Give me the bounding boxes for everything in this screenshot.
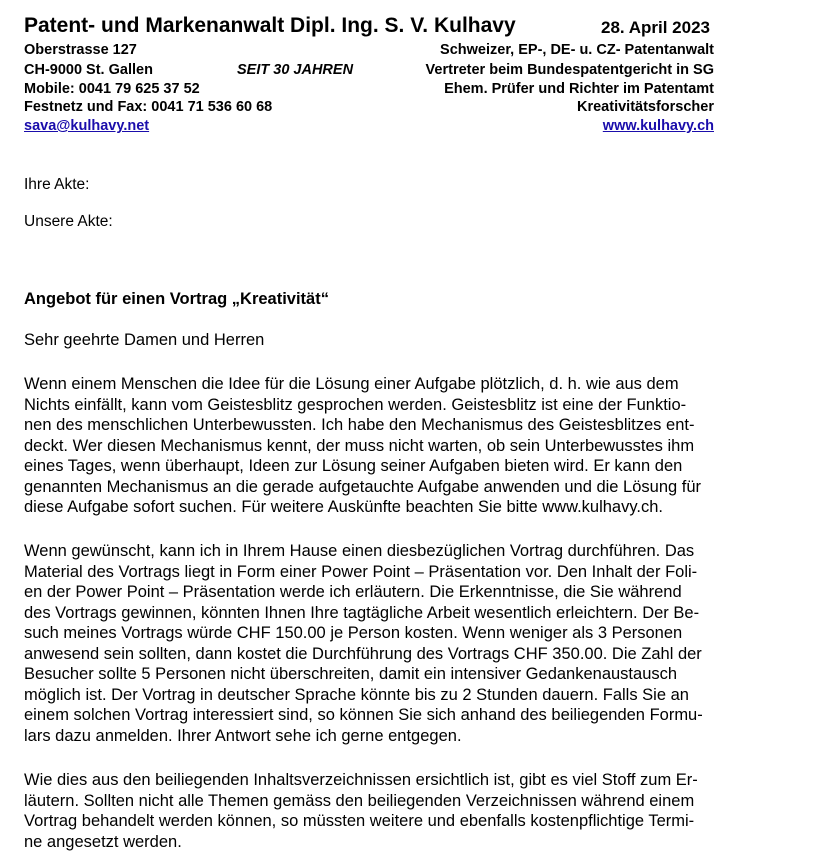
tagline: SEIT 30 JAHREN bbox=[237, 62, 354, 78]
unsere-akte-label: Unsere Akte: bbox=[24, 213, 113, 230]
paragraph-line: Material des Vortrags liegt in Form einer Power Point – Präsentation vor. Den Inhalt der Foli- bbox=[24, 562, 698, 581]
paragraph-line: genannten Mechanismus an die gerade aufgetauchte Aufgabe anwenden und die Lösung für bbox=[24, 477, 702, 496]
body-paragraph-1 bbox=[24, 374, 784, 518]
credential-line-3: Ehem. Prüfer und Richter im Patentamt bbox=[444, 81, 714, 97]
paragraph-line: Vortrag behandelt werden können, so müssten weitere und ebenfalls kostenpflichtige Termi- bbox=[24, 812, 695, 830]
paragraph-line: Wenn gewünscht, kann ich in Ihrem Hause einen diesbezüglichen Vortrag durchführen. Das bbox=[24, 542, 695, 560]
address-city: CH-9000 St. Gallen bbox=[24, 62, 153, 78]
website-link[interactable]: www.kulhavy.ch bbox=[602, 118, 714, 134]
paragraph-line: such meines Vortrags würde CHF 150.00 je Person kosten. Wenn weniger als 3 Personen bbox=[24, 624, 683, 642]
letter-subject: Angebot für einen Vortrag „Kreativität“ bbox=[24, 290, 329, 308]
letter-salutation: Sehr geehrte Damen und Herren bbox=[24, 331, 265, 349]
paragraph-line: möglich ist. Der Vortrag in deutscher Sprache könnte bis zu 2 Stunden dauern. Falls Sie an bbox=[24, 685, 689, 704]
paragraph-line: en der Power Point – Präsentation werde ich erläutern. Die Erkenntnisse, die Sie während bbox=[24, 583, 682, 601]
letterhead-title: Patent- und Markenanwalt Dipl. Ing. S. V. Kulhavy bbox=[24, 14, 516, 37]
paragraph-line: eines Tages, wenn überhaupt, Ideen zur Lösung seiner Aufgaben bieten wird. Er kann den bbox=[24, 457, 683, 475]
paragraph-line: des Vortrags gewinnen, könnten Ihnen Ihre tagtägliche Arbeit wesentlich erleichtern. Der Be- bbox=[24, 603, 700, 622]
paragraph-line: Wie dies aus den beiliegenden Inhaltsverzeichnissen ersichtlich ist, gibt es viel Stoff zum Er- bbox=[24, 771, 698, 789]
body-paragraph-3 bbox=[24, 770, 784, 852]
address-street: Oberstrasse 127 bbox=[24, 42, 137, 58]
paragraph-line: anwesend sein sollten, dann kostet die Durchführung des Vortrags CHF 350.00. Die Zahl der bbox=[24, 644, 702, 663]
paragraph-line: einem solchen Vortrag interessiert sind, so können Sie sich anhand des beiliegenden Formu- bbox=[24, 706, 703, 724]
credential-line-2: Vertreter beim Bundespatentgericht in SG bbox=[425, 62, 714, 78]
paragraph-line: lars dazu anmelden. Ihrer Antwort sehe ich gerne entgegen. bbox=[24, 726, 462, 745]
paragraph-line: deckt. Wer diesen Mechanismus kennt, der muss nicht warten, ob sein Unterbewusstes ihm bbox=[24, 436, 695, 455]
credential-line-4: Kreativitätsforscher bbox=[577, 99, 714, 115]
ihre-akte-label: Ihre Akte: bbox=[24, 176, 90, 193]
body-paragraph-2 bbox=[24, 541, 784, 746]
paragraph-line: Nichts einfällt, kann vom Geistesblitz gesprochen werden. Geistesblitz ist eine der Funktio- bbox=[24, 395, 687, 414]
paragraph-line: diese Aufgabe sofort suchen. Für weitere Auskünfte beachten Sie bitte www.kulhavy.ch. bbox=[24, 498, 663, 516]
paragraph-line: nen des menschlichen Unterbewussten. Ich habe den Mechanismus des Geistesblitzes ent- bbox=[24, 416, 695, 434]
phone-fax-number: Festnetz und Fax: 0041 71 536 60 68 bbox=[24, 99, 273, 115]
mobile-number: Mobile: 0041 79 625 37 52 bbox=[24, 81, 200, 97]
paragraph-line: Wenn einem Menschen die Idee für die Lösung einer Aufgabe plötzlich, d. h. wie aus dem bbox=[24, 375, 679, 393]
paragraph-line: ne angesetzt werden. bbox=[24, 832, 182, 851]
letter-date: 28. April 2023 bbox=[601, 18, 710, 37]
paragraph-line: läutern. Sollten nicht alle Themen gemäss den beiliegenden Verzeichnissen während einem bbox=[24, 791, 695, 810]
credential-line-1: Schweizer, EP-, DE- u. CZ- Patentanwalt bbox=[440, 42, 714, 58]
paragraph-line: Besucher sollte 5 Personen nicht überschreiten, damit ein intensiver Gedankenaustausch bbox=[24, 665, 678, 683]
email-link[interactable]: sava@kulhavy.net bbox=[24, 118, 150, 134]
